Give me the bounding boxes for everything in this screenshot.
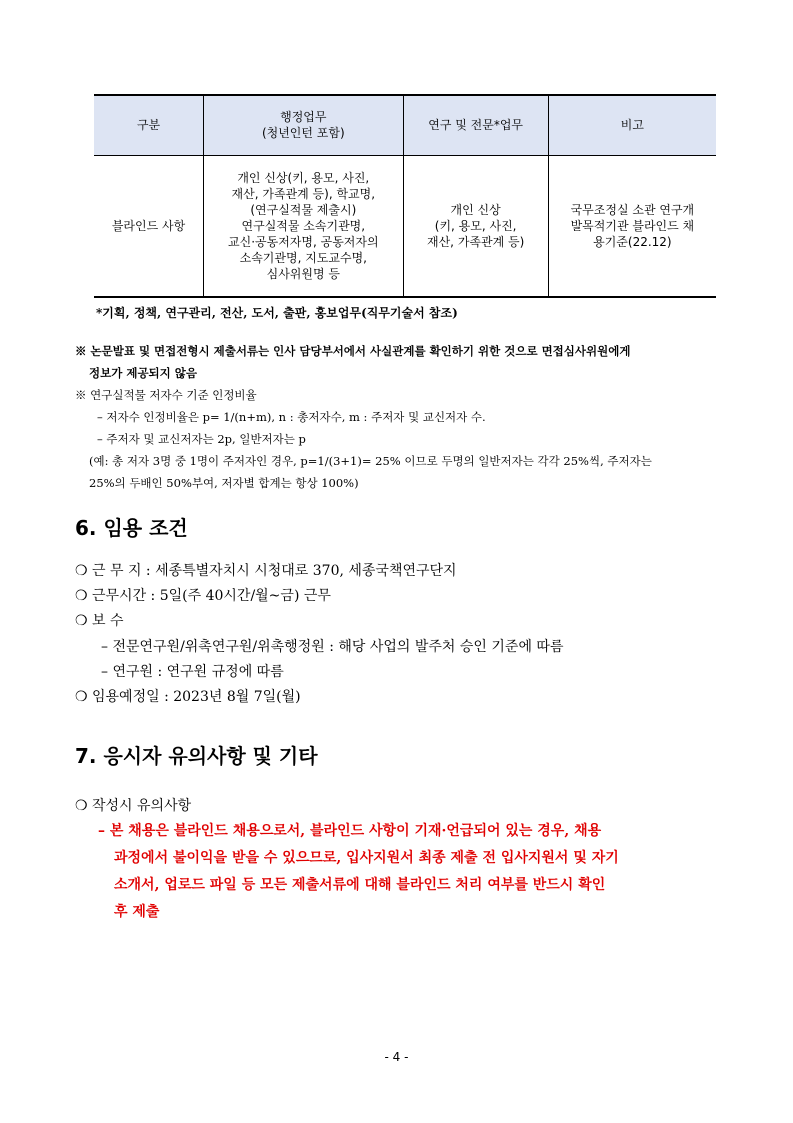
table-footnote: *기획, 정책, 연구관리, 전산, 도서, 출판, 홍보업무(직무기술서 참조) [96, 306, 458, 320]
remarks-line: 발목적기관 블라인드 채 [570, 218, 695, 233]
research-line: 개인 신상 [450, 202, 501, 217]
work-location: ❍ 근 무 지 : 세종특별자치시 시청대로 370, 세종국책연구단지 [75, 563, 457, 579]
salary-item: – 전문연구원/위촉연구원/위촉행정원 : 해당 사업의 발주처 승인 기준에 따름 [101, 639, 564, 655]
salary-item: – 연구원 : 연구원 규정에 따름 [101, 664, 284, 680]
header-admin-line: 행정업무 [280, 110, 327, 125]
warning-line: – 본 채용은 블라인드 채용으로서, 블라인드 사항이 기재·언급되어 있는 경우, 채용 [98, 823, 602, 839]
remarks-line: 용기준(22.12) [593, 234, 672, 249]
admin-line: 소속기관명, 지도교수명, [239, 250, 367, 265]
warning-line: 소개서, 업로드 파일 등 모든 제출서류에 대해 블라인드 처리 여부를 반드시 확인 [114, 877, 606, 893]
section6-title: 6. 임용 조건 [75, 516, 188, 540]
header-category: 구분 [94, 95, 204, 155]
note-line: – 주저자 및 교신저자는 2p, 일반저자는 p [97, 432, 306, 446]
blind-criteria-table [94, 94, 716, 298]
note-line: 25%의 두배인 50%부여, 저자별 합계는 항상 100%) [89, 476, 359, 490]
blind-warning [98, 818, 720, 926]
research-line: 재산, 가족관계 등) [427, 234, 525, 249]
page-number: - 4 - [384, 1050, 409, 1064]
notes-block [75, 340, 720, 494]
table-row [94, 155, 716, 297]
warning-line: 과정에서 불이익을 받을 수 있으므로, 입사지원서 최종 제출 전 입사지원서 및 자기 [114, 850, 619, 866]
remarks-line: 국무조정실 소관 연구개 [570, 202, 695, 217]
work-hours: ❍ 근무시간 : 5일(주 40시간/월~금) 근무 [75, 588, 331, 604]
research-cell [403, 155, 548, 297]
header-admin [204, 95, 403, 155]
admin-line: 재산, 가족관계 등), 학교명, [231, 186, 376, 201]
note-line: ※ 연구실적물 저자수 기준 인정비율 [75, 388, 257, 402]
table-header-row [94, 95, 716, 155]
admin-line: 연구실적물 소속기관명, [241, 218, 366, 233]
admin-line: 교신·공동저자명, 공동저자의 [228, 234, 379, 249]
note-line: – 저자수 인정비율은 p= 1/(n+m), n : 총저자수, m : 주저자 및 교신저자 수. [97, 410, 486, 424]
remarks-cell [548, 155, 716, 297]
warning-line: 후 제출 [114, 904, 160, 920]
section7-body [75, 795, 735, 817]
note-line: (예: 총 저자 3명 중 1명이 주저자인 경우, p=1/(3+1)= 25% 이므로 두명의 일반저자는 각각 25%씩, 주저자는 [89, 454, 652, 468]
research-line: (키, 용모, 사진, [434, 218, 517, 233]
section7-title: 7. 응시자 유의사항 및 기타 [75, 744, 318, 768]
header-research: 연구 및 전문*업무 [403, 95, 548, 155]
row-label: 블라인드 사항 [94, 155, 204, 297]
admin-line: 개인 신상(키, 용모, 사진, [237, 170, 370, 185]
start-date: ❍ 임용예정일 : 2023년 8월 7일(월) [75, 689, 301, 705]
header-admin-line: (청년인턴 포함) [261, 126, 345, 141]
admin-line: 심사위원명 등 [266, 266, 340, 281]
note-line: ※ 논문발표 및 면접전형시 제출서류는 인사 담당부서에서 사실관계를 확인하기 위한 것으로 면접심사위원에게 [75, 344, 631, 358]
header-remarks: 비고 [548, 95, 716, 155]
salary-heading: ❍ 보 수 [75, 613, 124, 629]
admin-cell [204, 155, 403, 297]
writing-notes-heading: ❍ 작성시 유의사항 [75, 798, 192, 814]
note-line: 정보가 제공되지 않음 [89, 366, 197, 380]
admin-line: (연구실적물 제출시) [250, 202, 357, 217]
section6-body [75, 560, 735, 710]
